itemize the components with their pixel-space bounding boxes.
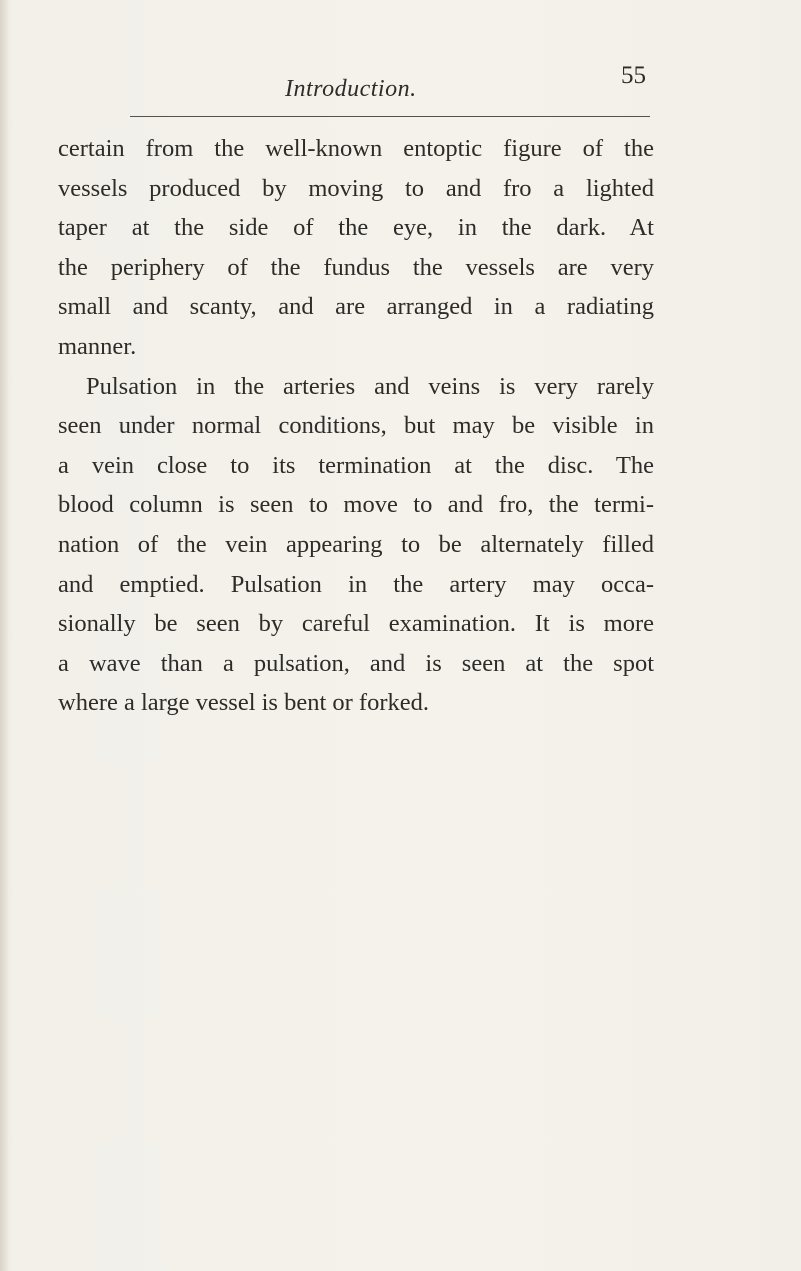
text-line: a vein close to its termination at the disc. The <box>58 451 654 479</box>
body-text <box>58 129 654 723</box>
text-line: taper at the side of the eye, in the dark. At <box>58 214 654 242</box>
text-line: blood column is seen to move to and fro, the termi- <box>58 491 654 519</box>
header-rule <box>130 116 650 117</box>
text-line: a wave than a pulsation, and is seen at the spot <box>58 649 654 677</box>
running-title: Introduction. <box>285 76 417 102</box>
text-line: where a large vessel is bent or forked. <box>58 689 429 717</box>
text-line: small and scanty, and are arranged in a radiating <box>58 293 654 321</box>
text-line: vessels produced by moving to and fro a lighted <box>58 174 654 202</box>
text-line: nation of the vein appearing to be alternately filled <box>58 530 654 558</box>
text-line: certain from the well-known entoptic figure of the <box>58 135 654 162</box>
text-line: and emptied. Pulsation in the artery may occa- <box>58 570 654 598</box>
text-line: seen under normal conditions, but may be visible in <box>58 412 654 440</box>
text-line: manner. <box>58 332 137 360</box>
paragraph-start-line: Pulsation in the arteries and veins is very rarely <box>86 372 654 400</box>
text-line: sionally be seen by careful examination. It is more <box>58 610 654 638</box>
text-line: the periphery of the fundus the vessels are very <box>58 253 654 281</box>
page-gutter-shadow <box>0 0 8 1271</box>
page-header <box>0 60 801 100</box>
page-number: 55 <box>621 62 646 89</box>
